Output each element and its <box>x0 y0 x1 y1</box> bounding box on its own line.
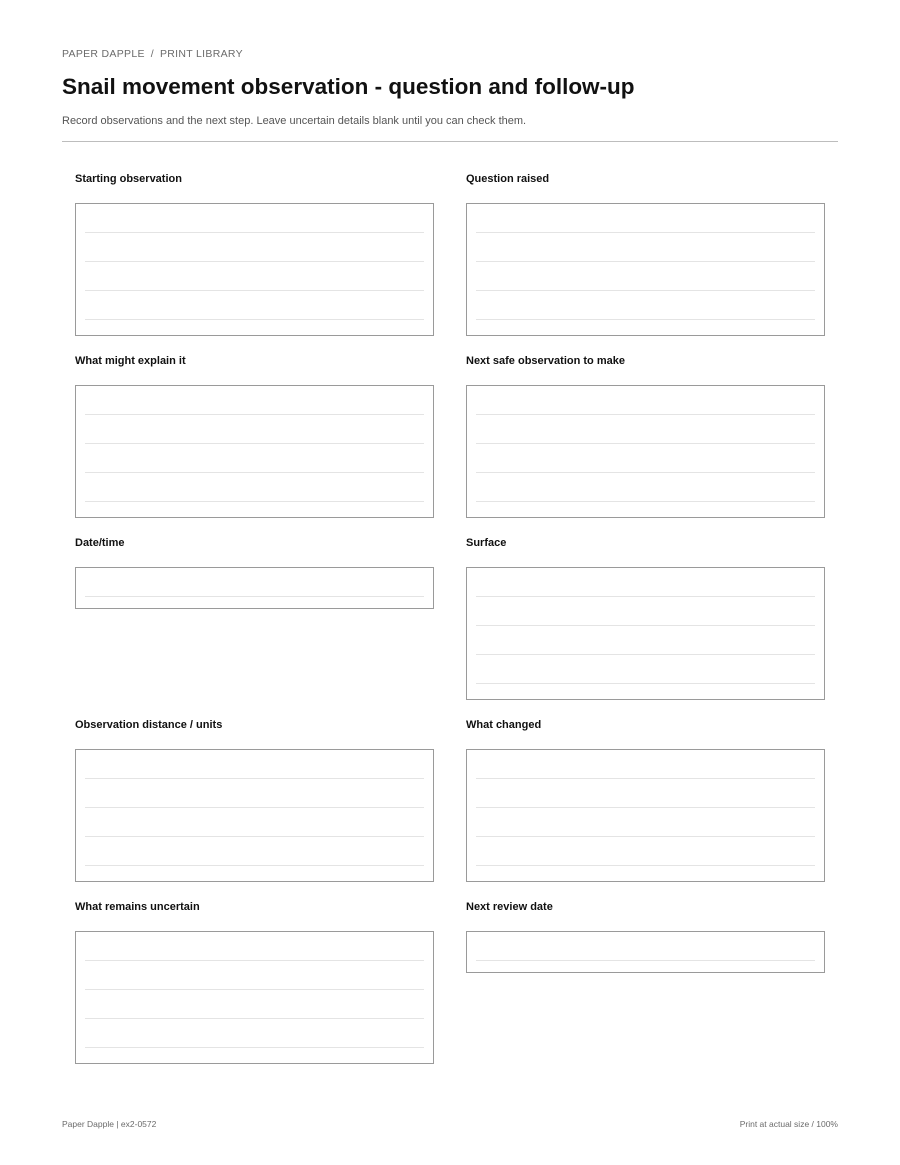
footer-doc-id: Paper Dapple | ex2-0572 <box>62 1119 157 1129</box>
field-label: Next safe observation to make <box>466 355 625 367</box>
starting-observation-box[interactable] <box>75 203 434 336</box>
field-label: Date/time <box>75 537 125 549</box>
next-safe-observation-box[interactable] <box>466 385 825 518</box>
page-subtitle: Record observations and the next step. Leave uncertain details blank until you can check them. <box>62 115 527 127</box>
question-raised-box[interactable] <box>466 203 825 336</box>
page-title: Snail movement observation - question and follow-up <box>62 74 635 99</box>
what-changed-box[interactable] <box>466 749 825 882</box>
field-label: Question raised <box>466 173 550 185</box>
footer-print-note: Print at actual size / 100% <box>739 1119 838 1129</box>
field-label: Starting observation <box>75 173 182 185</box>
what-might-explain-box[interactable] <box>75 385 434 518</box>
breadcrumb-separator: / <box>150 48 154 60</box>
date-time-box[interactable] <box>75 567 434 609</box>
field-label: Surface <box>466 537 507 549</box>
field-label: Next review date <box>466 901 553 913</box>
field-label: What changed <box>466 719 542 731</box>
header-divider <box>62 141 838 142</box>
breadcrumb <box>62 48 243 60</box>
next-review-date-box[interactable] <box>466 931 825 973</box>
breadcrumb-site: PAPER DAPPLE <box>62 48 145 60</box>
surface-box[interactable] <box>466 567 825 700</box>
field-label: Observation distance / units <box>75 719 223 731</box>
field-label: What might explain it <box>75 355 186 367</box>
field-label: What remains uncertain <box>75 901 200 913</box>
observation-distance-box[interactable] <box>75 749 434 882</box>
what-remains-uncertain-box[interactable] <box>75 931 434 1064</box>
breadcrumb-section: PRINT LIBRARY <box>160 48 243 60</box>
